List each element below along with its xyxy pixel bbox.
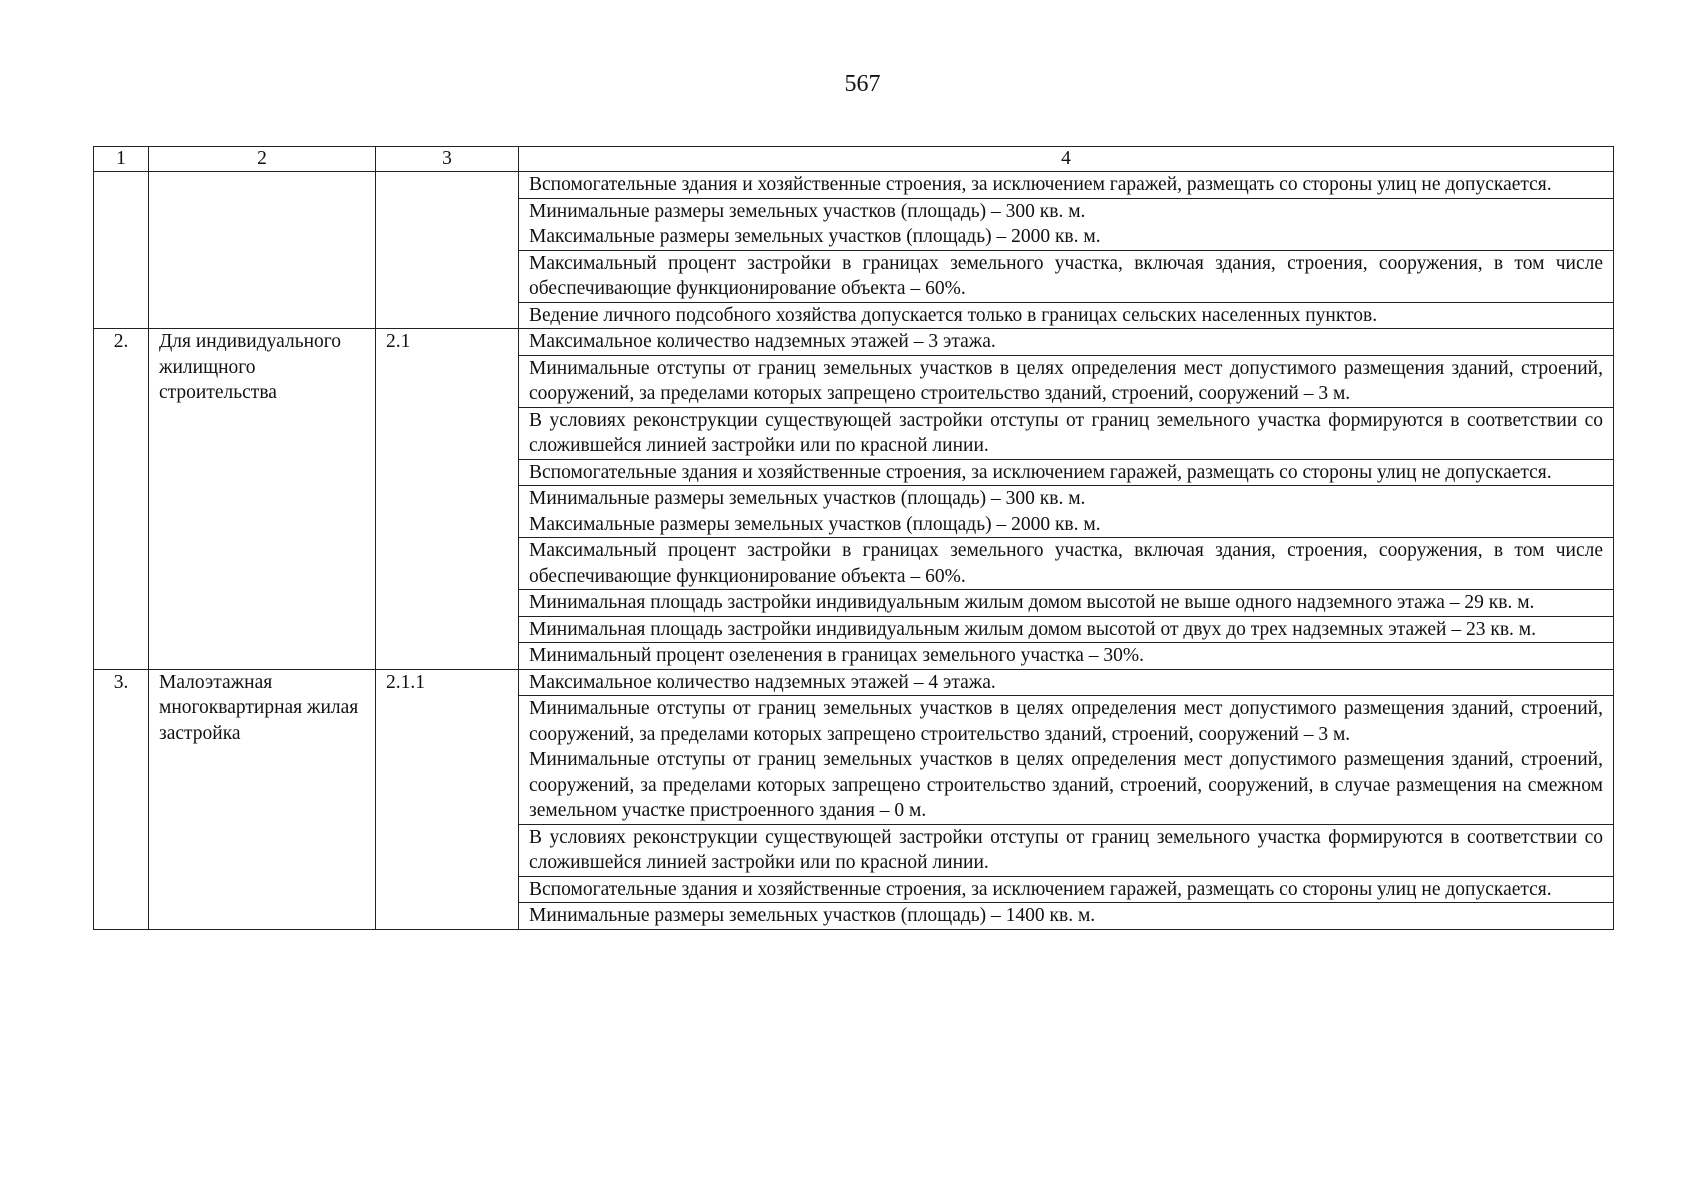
requirement-cell: Вспомогательные здания и хозяйственные строения, за исключением гаражей, размещать со стороны улиц не допускается. [519, 172, 1614, 199]
row-number: 3. [94, 669, 149, 929]
column-header-1: 1 [94, 147, 149, 172]
requirement-cell [519, 198, 1614, 250]
table-row [94, 329, 1614, 356]
code-cell-empty [376, 172, 519, 329]
requirement-cell: Минимальная площадь застройки индивидуальным жилым домом высотой от двух до трех надземных этажей – 23 кв. м. [519, 616, 1614, 643]
regulations-table [93, 146, 1614, 930]
requirement-cell: Максимальное количество надземных этажей – 3 этажа. [519, 329, 1614, 356]
land-use-name: Для индивидуального жилищного строительства [149, 329, 376, 670]
requirement-cell [519, 696, 1614, 825]
table-header-row [94, 147, 1614, 172]
requirement-cell: Ведение личного подсобного хозяйства допускается только в границах сельских населенных пунктов. [519, 302, 1614, 329]
requirement-cell: Максимальный процент застройки в границах земельного участка, включая здания, строения, сооружения, в том числе обеспечивающие функционирование объекта – 60%. [519, 250, 1614, 302]
requirement-text: Минимальные отступы от границ земельных участков в целях определения мест допустимого размещения зданий, строений, сооружений, за пределами которых запрещено строительство зданий, строений, сооружений, в случае размещения на смежном земельном участке пристроенного здания – 0 м. [529, 749, 1603, 821]
requirement-cell: Вспомогательные здания и хозяйственные строения, за исключением гаражей, размещать со стороны улиц не допускается. [519, 459, 1614, 486]
requirement-cell [519, 486, 1614, 538]
requirement-cell: В условиях реконструкции существующей застройки отступы от границ земельного участка формируются в соответствии со сложившейся линией застройки или по красной линии. [519, 824, 1614, 876]
page-number: 567 [844, 71, 881, 97]
requirement-cell: Минимальный процент озеленения в границах земельного участка – 30%. [519, 643, 1614, 670]
requirement-cell: Вспомогательные здания и хозяйственные строения, за исключением гаражей, размещать со стороны улиц не допускается. [519, 876, 1614, 903]
land-use-name: Малоэтажная многоквартирная жилая застройка [149, 669, 376, 929]
name-cell-empty [149, 172, 376, 329]
requirement-cell: Минимальная площадь застройки индивидуальным жилым домом высотой не выше одного надземного этажа – 29 кв. м. [519, 590, 1614, 617]
table-body [94, 147, 1614, 930]
requirement-cell: Максимальное количество надземных этажей – 4 этажа. [519, 669, 1614, 696]
requirement-cell: В условиях реконструкции существующей застройки отступы от границ земельного участка формируются в соответствии со сложившейся линией застройки или по красной линии. [519, 407, 1614, 459]
number-cell-empty [94, 172, 149, 329]
column-header-4: 4 [519, 147, 1614, 172]
column-header-3: 3 [376, 147, 519, 172]
table-row [94, 172, 1614, 199]
requirement-cell: Минимальные отступы от границ земельных участков в целях определения мест допустимого размещения зданий, строений, сооружений, за пределами которых запрещено строительство зданий, строений, сооружений – 3 м. [519, 355, 1614, 407]
land-use-code: 2.1 [376, 329, 519, 670]
requirement-cell: Максимальный процент застройки в границах земельного участка, включая здания, строения, сооружения, в том числе обеспечивающие функционирование объекта – 60%. [519, 538, 1614, 590]
row-number: 2. [94, 329, 149, 670]
requirement-text: Минимальные отступы от границ земельных участков в целях определения мест допустимого размещения зданий, строений, сооружений, за пределами которых запрещено строительство зданий, строений, сооружений – 3 м. [529, 698, 1603, 745]
requirement-text: Минимальные размеры земельных участков (площадь) – 300 кв. м. [529, 488, 1086, 509]
requirement-text: Максимальные размеры земельных участков (площадь) – 2000 кв. м. [529, 226, 1101, 247]
land-use-code: 2.1.1 [376, 669, 519, 929]
column-header-2: 2 [149, 147, 376, 172]
requirement-text: Минимальные размеры земельных участков (площадь) – 300 кв. м. [529, 200, 1086, 222]
requirement-text: Максимальные размеры земельных участков (площадь) – 2000 кв. м. [529, 513, 1101, 535]
requirement-cell: Минимальные размеры земельных участков (площадь) – 1400 кв. м. [519, 903, 1614, 930]
table-row [94, 669, 1614, 696]
